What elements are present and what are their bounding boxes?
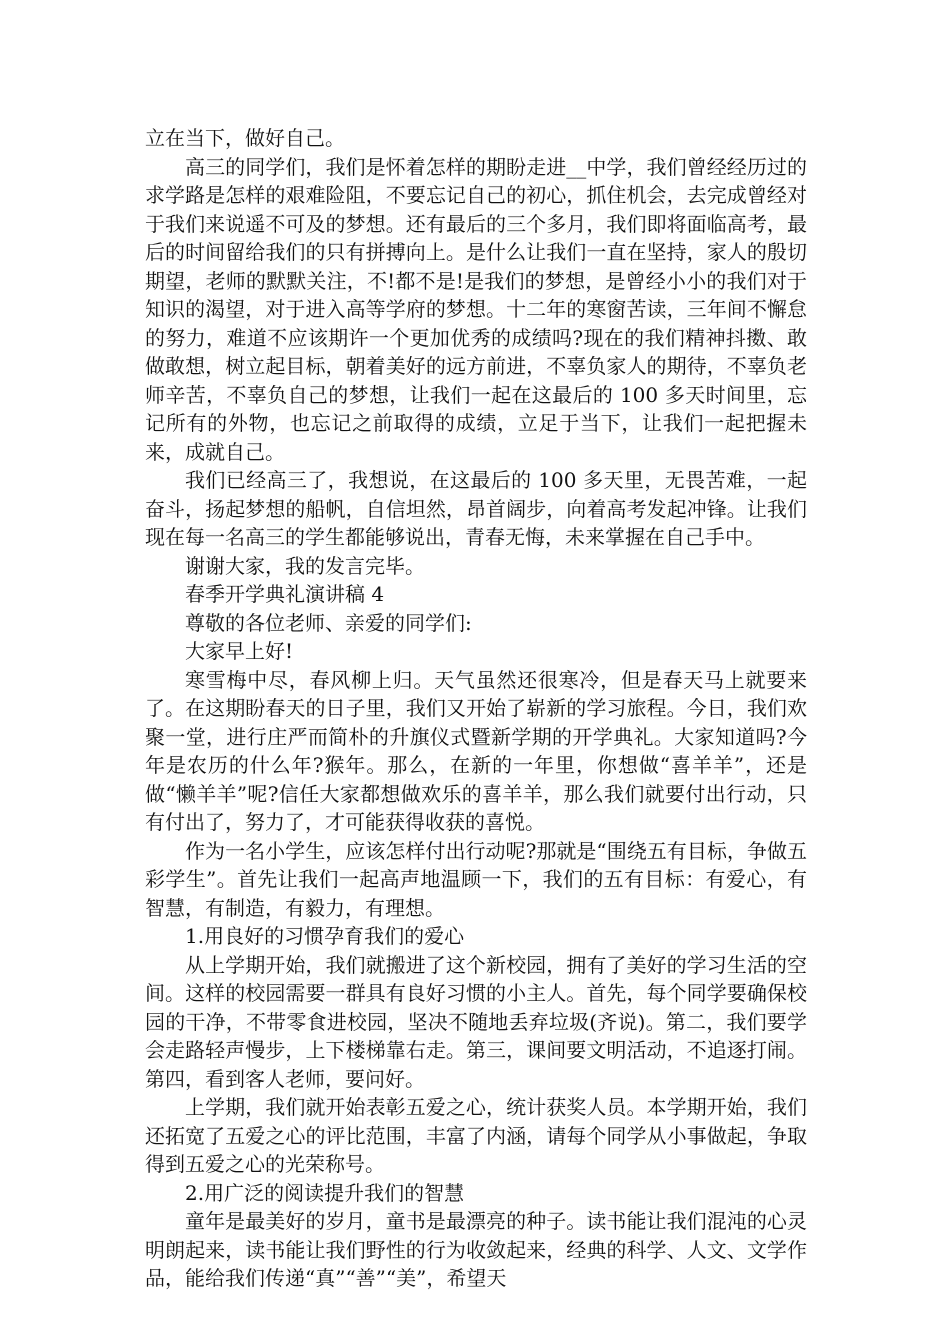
paragraph: 高三的同学们，我们是怀着怎样的期盼走进__中学，我们曾经经历过的求学路是怎样的艰难险阻，不要忘记自己的初心，抓住机会，去完成曾经对于我们来说遥不可及的梦想。还有最后的三个多月，我们即将面临高考，最后的时间留给我们的只有拼搏向上。是什么让我们一直在坚持，家人的殷切期望，老师的默默关注，不!都不是!是我们的梦想，是曾经小小的我们对于知识的渴望，对于进入高等学府的梦想。十二年的寒窗苦读，三年间不懈怠的努力，难道不应该期许一个更加优秀的成绩吗?现在的我们精神抖擞、敢做敢想，树立起目标，朝着美好的远方前进，不辜负家人的期待，不辜负老师辛苦，不辜负自己的梦想，让我们一起在这最后的 100 多天时间里，忘记所有的外物，也忘记之前取得的成绩，立足于当下，让我们一起把握未来，成就自己。 [145,154,807,464]
salutation: 尊敬的各位老师、亲爱的同学们: [185,610,472,635]
subheading: 1.用良好的习惯孕育我们的爱心 [185,924,465,948]
paragraph: 从上学期开始，我们就搬进了这个新校园，拥有了美好的学习生活的空间。这样的校园需要一群具有良好习惯的小主人。首先，每个同学要确保校园的干净，不带零食进校园，坚决不随地丢弃垃圾(齐说)。第二，我们要学会走路轻声慢步，上下楼梯靠右走。第三，课间要文明活动，不追逐打闹。第四，看到客人老师，要问好。 [145,952,807,1091]
paragraph: 我们已经高三了，我想说，在这最后的 100 多天里，无畏苦难，一起奋斗，扬起梦想的船帆，自信坦然，昂首阔步，向着高考发起冲锋。让我们现在每一名高三的学生都能够说出，青春无悔，未来掌握在自己手中。 [145,468,807,549]
paragraph: 寒雪梅中尽，春风柳上归。天气虽然还很寒冷，但是春天马上就要来了。在这期盼春天的日子里，我们又开始了崭新的学习旅程。今日，我们欢聚一堂，进行庄严而简朴的升旗仪式暨新学期的开学典礼。大家知道吗?今年是农历的什么年?猴年。那么，在新的一年里，你想做“喜羊羊”，还是做“懒羊羊”呢?信任大家都想做欢乐的喜羊羊，那么我们就要付出行动，只有付出了，努力了，才可能获得收获的喜悦。 [145,667,807,834]
paragraph: 上学期，我们就开始表彰五爱之心，统计获奖人员。本学期开始，我们还拓宽了五爱之心的评比范围，丰富了内涵，请每个同学从小事做起，争取得到五爱之心的光荣称号。 [145,1095,807,1176]
paragraph: 立在当下，做好自己。 [145,126,345,150]
document-body [145,124,807,1293]
greeting: 大家早上好! [185,639,294,663]
paragraph: 作为一名小学生，应该怎样付出行动呢?那就是“围绕五有目标，争做五彩学生”。首先让我们一起高声地温顾一下，我们的五有目标：有爱心，有智慧，有制造，有毅力，有理想。 [145,838,807,920]
paragraph: 童年是最美好的岁月，童书是最漂亮的种子。读书能让我们混沌的心灵明朗起来，读书能让我们野性的行为收敛起来，经典的科学、人文、文学作品，能给我们传递“真”“善”“美”，希望天 [145,1209,807,1290]
subheading: 2.用广泛的阅读提升我们的智慧 [185,1180,465,1205]
paragraph: 谢谢大家，我的发言完毕。 [185,553,425,578]
section-heading: 春季开学典礼演讲稿 4 [185,582,385,606]
